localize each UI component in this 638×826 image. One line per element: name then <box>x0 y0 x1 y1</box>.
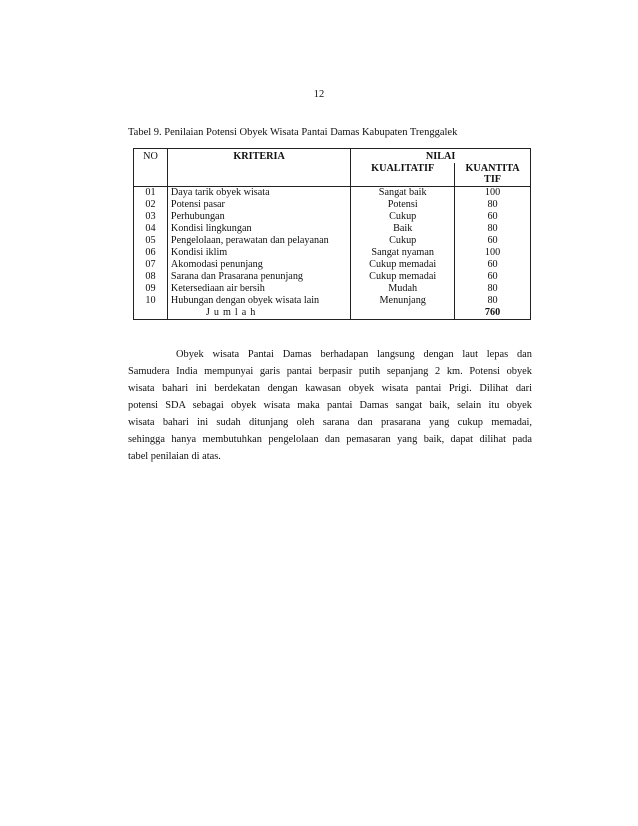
header-nilai: NILAI <box>351 149 531 163</box>
header-kualitatif: KUALITATIF <box>351 163 455 187</box>
cell-kriteria: Perhubungan <box>167 211 350 223</box>
cell-no: 06 <box>134 247 168 259</box>
paragraph-line: Obyek wisata Pantai Damas berhadapan langsung dengan laut lepas dan <box>176 349 532 360</box>
cell-kualitatif: Cukup <box>351 211 455 223</box>
cell-kuantitatif: 80 <box>455 223 531 235</box>
cell-no: 09 <box>134 283 168 295</box>
table-row <box>134 186 531 199</box>
cell-total-blank <box>134 307 168 320</box>
header-kuantitatif <box>455 163 531 187</box>
cell-total-blank-2 <box>351 307 455 320</box>
paragraph-line: wisata bahari ini sudah ditunjang oleh sarana dan prasarana yang cukup memadai, <box>128 417 532 428</box>
cell-no: 07 <box>134 259 168 271</box>
header-kuantitatif-line2: TIF <box>484 174 502 185</box>
cell-kualitatif: Cukup memadai <box>351 259 455 271</box>
cell-no: 03 <box>134 211 168 223</box>
header-kuantitatif-line1: KUANTITA <box>465 162 520 174</box>
total-label: Jumlah <box>167 307 350 320</box>
paragraph-line: sehingga hanya membutuhkan pengelolaan dan pemasaran yang baik, dapat dilihat pada <box>128 434 532 445</box>
cell-kualitatif: Menunjang <box>351 295 455 307</box>
cell-kualitatif: Sangat baik <box>351 186 455 199</box>
cell-kuantitatif: 100 <box>455 186 531 199</box>
cell-kuantitatif: 60 <box>455 211 531 223</box>
cell-kriteria: Pengelolaan, perawatan dan pelayanan <box>167 235 350 247</box>
table-row <box>134 211 531 223</box>
paragraph-line: wisata bahari ini berdekatan dengan kawasan obyek wisata pantai Prigi. Dilihat dari <box>128 383 532 394</box>
body-paragraph <box>128 346 532 465</box>
cell-no: 04 <box>134 223 168 235</box>
table-row <box>134 235 531 247</box>
cell-no: 02 <box>134 199 168 211</box>
cell-kuantitatif: 80 <box>455 295 531 307</box>
table-row <box>134 247 531 259</box>
table-header-row <box>134 149 531 163</box>
table-total-row <box>134 307 531 320</box>
cell-kualitatif: Baik <box>351 223 455 235</box>
cell-kriteria: Akomodasi penunjang <box>167 259 350 271</box>
cell-kualitatif: Mudah <box>351 283 455 295</box>
table-row <box>134 271 531 283</box>
paragraph-line: potensi SDA sebagai obyek wisata maka pantai Damas sangat baik, selain itu obyek <box>128 400 532 411</box>
assessment-table <box>133 148 531 320</box>
table-caption: Tabel 9. Penilaian Potensi Obyek Wisata Pantai Damas Kabupaten Trenggalek <box>128 127 458 138</box>
cell-kriteria: Kondisi lingkungan <box>167 223 350 235</box>
header-no: NO <box>134 149 168 187</box>
cell-no: 05 <box>134 235 168 247</box>
cell-no: 10 <box>134 295 168 307</box>
cell-no: 01 <box>134 186 168 199</box>
cell-kuantitatif: 80 <box>455 199 531 211</box>
cell-kualitatif: Potensi <box>351 199 455 211</box>
cell-kualitatif: Sangat nyaman <box>351 247 455 259</box>
cell-kuantitatif: 60 <box>455 235 531 247</box>
cell-kriteria: Hubungan dengan obyek wisata lain <box>167 295 350 307</box>
cell-kuantitatif: 80 <box>455 283 531 295</box>
table-row <box>134 199 531 211</box>
table-row <box>134 295 531 307</box>
table-row <box>134 283 531 295</box>
cell-kualitatif: Cukup <box>351 235 455 247</box>
cell-kriteria: Daya tarik obyek wisata <box>167 186 350 199</box>
cell-no: 08 <box>134 271 168 283</box>
cell-kriteria: Sarana dan Prasarana penunjang <box>167 271 350 283</box>
page-number: 12 <box>313 89 325 100</box>
header-kriteria: KRITERIA <box>167 149 350 187</box>
paragraph-line: Samudera India mempunyai garis pantai berpasir putih sepanjang 2 km. Potensi obyek <box>128 366 532 377</box>
paragraph-line: tabel penilaian di atas. <box>128 451 221 462</box>
table-row <box>134 259 531 271</box>
cell-kualitatif: Cukup memadai <box>351 271 455 283</box>
cell-kriteria: Potensi pasar <box>167 199 350 211</box>
table-row <box>134 223 531 235</box>
cell-kuantitatif: 100 <box>455 247 531 259</box>
total-value: 760 <box>455 307 531 320</box>
cell-kuantitatif: 60 <box>455 271 531 283</box>
cell-kriteria: Ketersediaan air bersih <box>167 283 350 295</box>
cell-kriteria: Kondisi iklim <box>167 247 350 259</box>
cell-kuantitatif: 60 <box>455 259 531 271</box>
